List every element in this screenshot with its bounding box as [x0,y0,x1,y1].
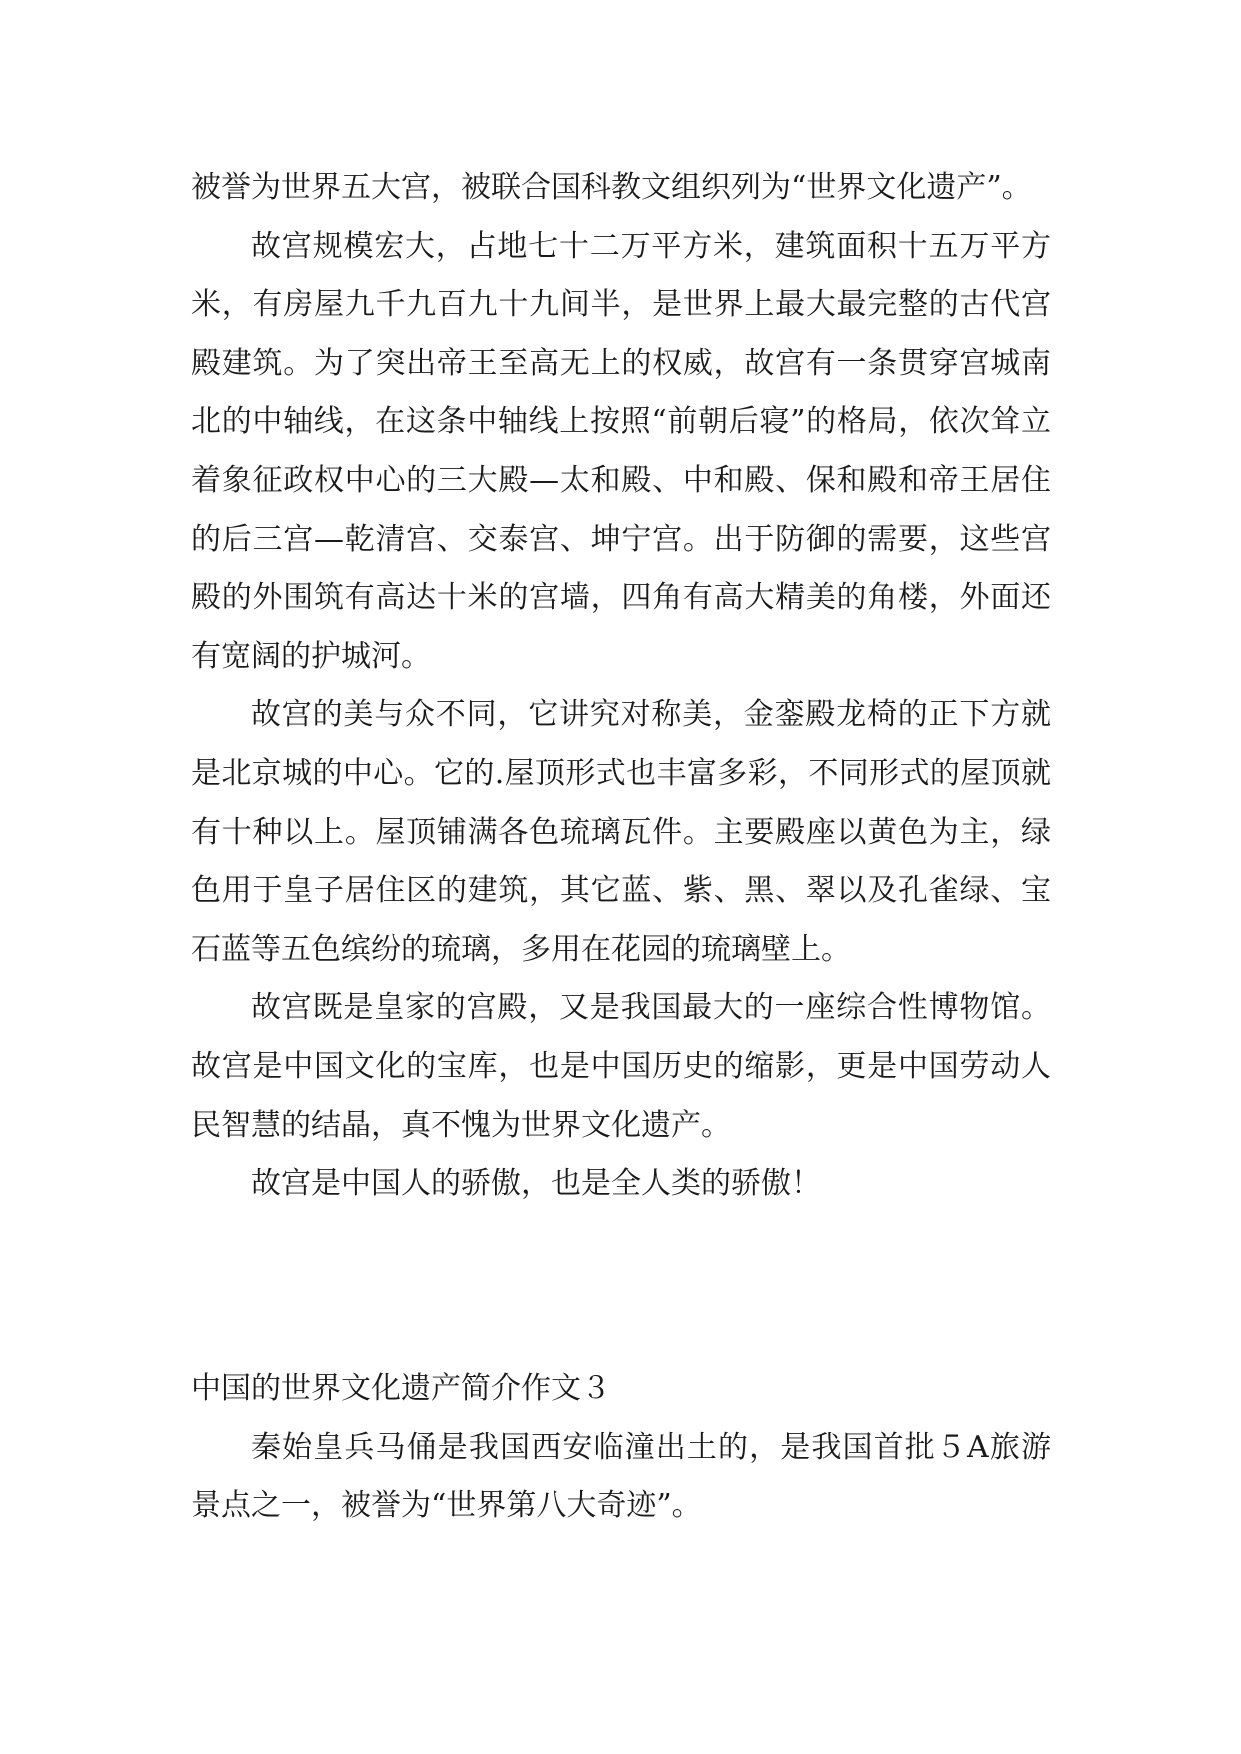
paragraph-5: 故宫是中国人的骄傲，也是全人类的骄傲！ [251,1166,821,1202]
paragraph-3: 故宫的美与众不同，它讲究对称美，金銮殿龙椅的正下方就是北京城的中心。它的.屋顶形式也丰富多彩，不同形式的屋顶就有十种以上。屋顶铺满各色琉璃瓦件。主要殿座以黄色为主，绿色用于皇子居住区的建筑，其它蓝、紫、黑、翠以及孔雀绿、宝石蓝等五色缤纷的琉璃，多用在花园的琉璃壁上。 [191,697,1051,967]
paragraph-2: 故宫规模宏大，占地七十二万平方米，建筑面积十五万平方米，有房屋九千九百九十九间半，是世界上最大最完整的古代宫殿建筑。为了突出帝王至高无上的权威，故宫有一条贯穿宫城南北的中轴线，在这条中轴线上按照“前朝后寝”的格局，依次耸立着象征政权中心的三大殿—太和殿、中和殿、保和殿和帝王居住的后三宫—乾清宫、交泰宫、坤宁宫。出于防御的需要，这些宫殿的外围筑有高达十米的宫墙，四角有高大精美的角楼，外面还有宽阔的护城河。 [191,228,1051,674]
paragraph-1: 被誉为世界五大宫，被联合国科教文组织列为“世界文化遗产”。 [191,170,1032,205]
essay-body-bottom [191,1360,1051,1536]
paragraph-6: 秦始皇兵马俑是我国西安临潼出土的，是我国首批５A旅游景点之一，被誉为“世界第八大奇迹”。 [191,1429,1051,1524]
section-heading: 中国的世界文化遗产简介作文３ [191,1371,611,1406]
essay-body-top [191,159,1051,1214]
paragraph-4: 故宫既是皇家的宫殿，又是我国最大的一座综合性博物馆。故宫是中国文化的宝库，也是中国历史的缩影，更是中国劳动人民智慧的结晶，真不愧为世界文化遗产。 [191,990,1051,1143]
